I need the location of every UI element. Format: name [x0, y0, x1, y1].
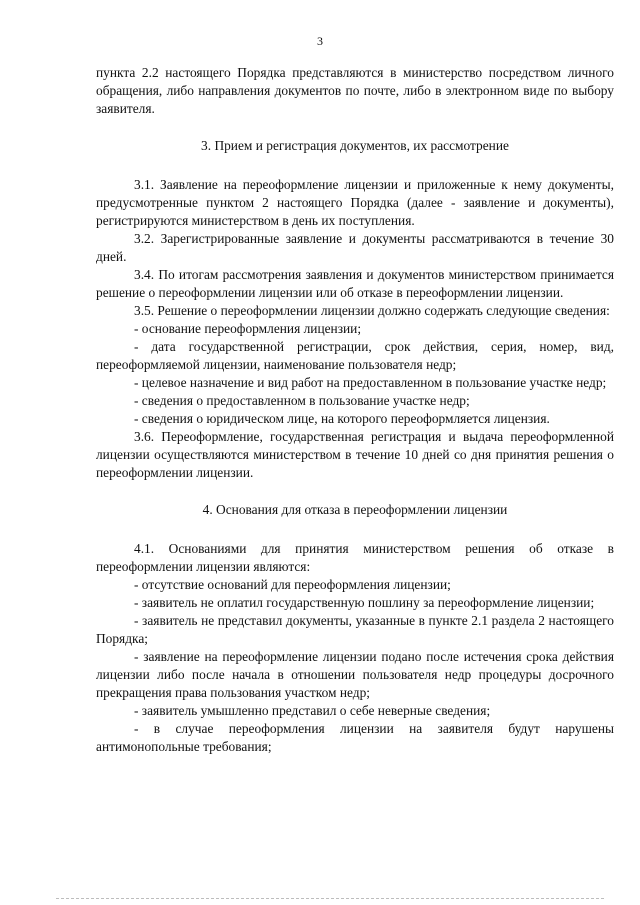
paragraph-4-1: 4.1. Основаниями для принятия министерством решения об отказе в переоформлении лицензии являются: [96, 541, 614, 574]
paragraph-3-5: 3.5. Решение о переоформлении лицензии должно содержать следующие сведения: [134, 303, 610, 318]
list-item: - дата государственной регистрации, срок действия, серия, номер, вид, переоформляемой лицензии, наименование пользователя недр; [96, 339, 614, 372]
list-item: - сведения о юридическом лице, на которого переоформляется лицензия. [134, 411, 550, 426]
paragraph-3-2: 3.2. Зарегистрированные заявление и документы рассматриваются в течение 30 дней. [96, 231, 614, 264]
list-item: - основание переоформления лицензии; [134, 321, 362, 336]
list-item: - целевое назначение и вид работ на предоставленном в пользование участке недр; [134, 375, 607, 390]
list-item: - заявление на переоформление лицензии подано после истечения срока действия лицензии либо после начала в отношении пользователя недр процедуры досрочного прекращения права пользования участком недр; [96, 649, 614, 700]
section-heading-4: 4. Основания для отказа в переоформлении лицензии [202, 502, 508, 517]
list-item: - сведения о предоставленном в пользование участке недр; [134, 393, 470, 408]
list-item: - заявитель не представил документы, указанные в пункте 2.1 раздела 2 настоящего Порядка; [96, 613, 614, 646]
list-item: - заявитель умышленно представил о себе неверные сведения; [134, 703, 491, 718]
paragraph-3-6: 3.6. Переоформление, государственная регистрация и выдача переоформленной лицензии осуществляются министерством в течение 10 дней со дня принятия решения о переоформлении лицензии. [96, 429, 614, 480]
paragraph-3-4: 3.4. По итогам рассмотрения заявления и документов министерством принимается решение о переоформлении лицензии или об отказе в переоформлении лицензии. [96, 267, 614, 300]
paragraph-continuation: пункта 2.2 настоящего Порядка представляются в министерство посредством личного обращения, либо направления документов по почте, либо в электронном виде по выбору заявителя. [96, 65, 614, 116]
list-item: - отсутствие оснований для переоформления лицензии; [134, 577, 451, 592]
page-number: 3 [317, 34, 323, 48]
list-item: - заявитель не оплатил государственную пошлину за переоформление лицензии; [134, 595, 595, 610]
scan-edge-divider [56, 898, 604, 899]
paragraph-3-1: 3.1. Заявление на переоформление лицензии и приложенные к нему документы, предусмотренные пунктом 2 настоящего Порядка (далее - заявление и документы), регистрируются министерством в день их поступления. [96, 177, 614, 228]
section-heading-3: 3. Прием и регистрация документов, их рассмотрение [201, 138, 509, 153]
document-body [96, 64, 614, 756]
list-item: - в случае переоформления лицензии на заявителя будут нарушены антимонопольные требования; [96, 721, 614, 754]
